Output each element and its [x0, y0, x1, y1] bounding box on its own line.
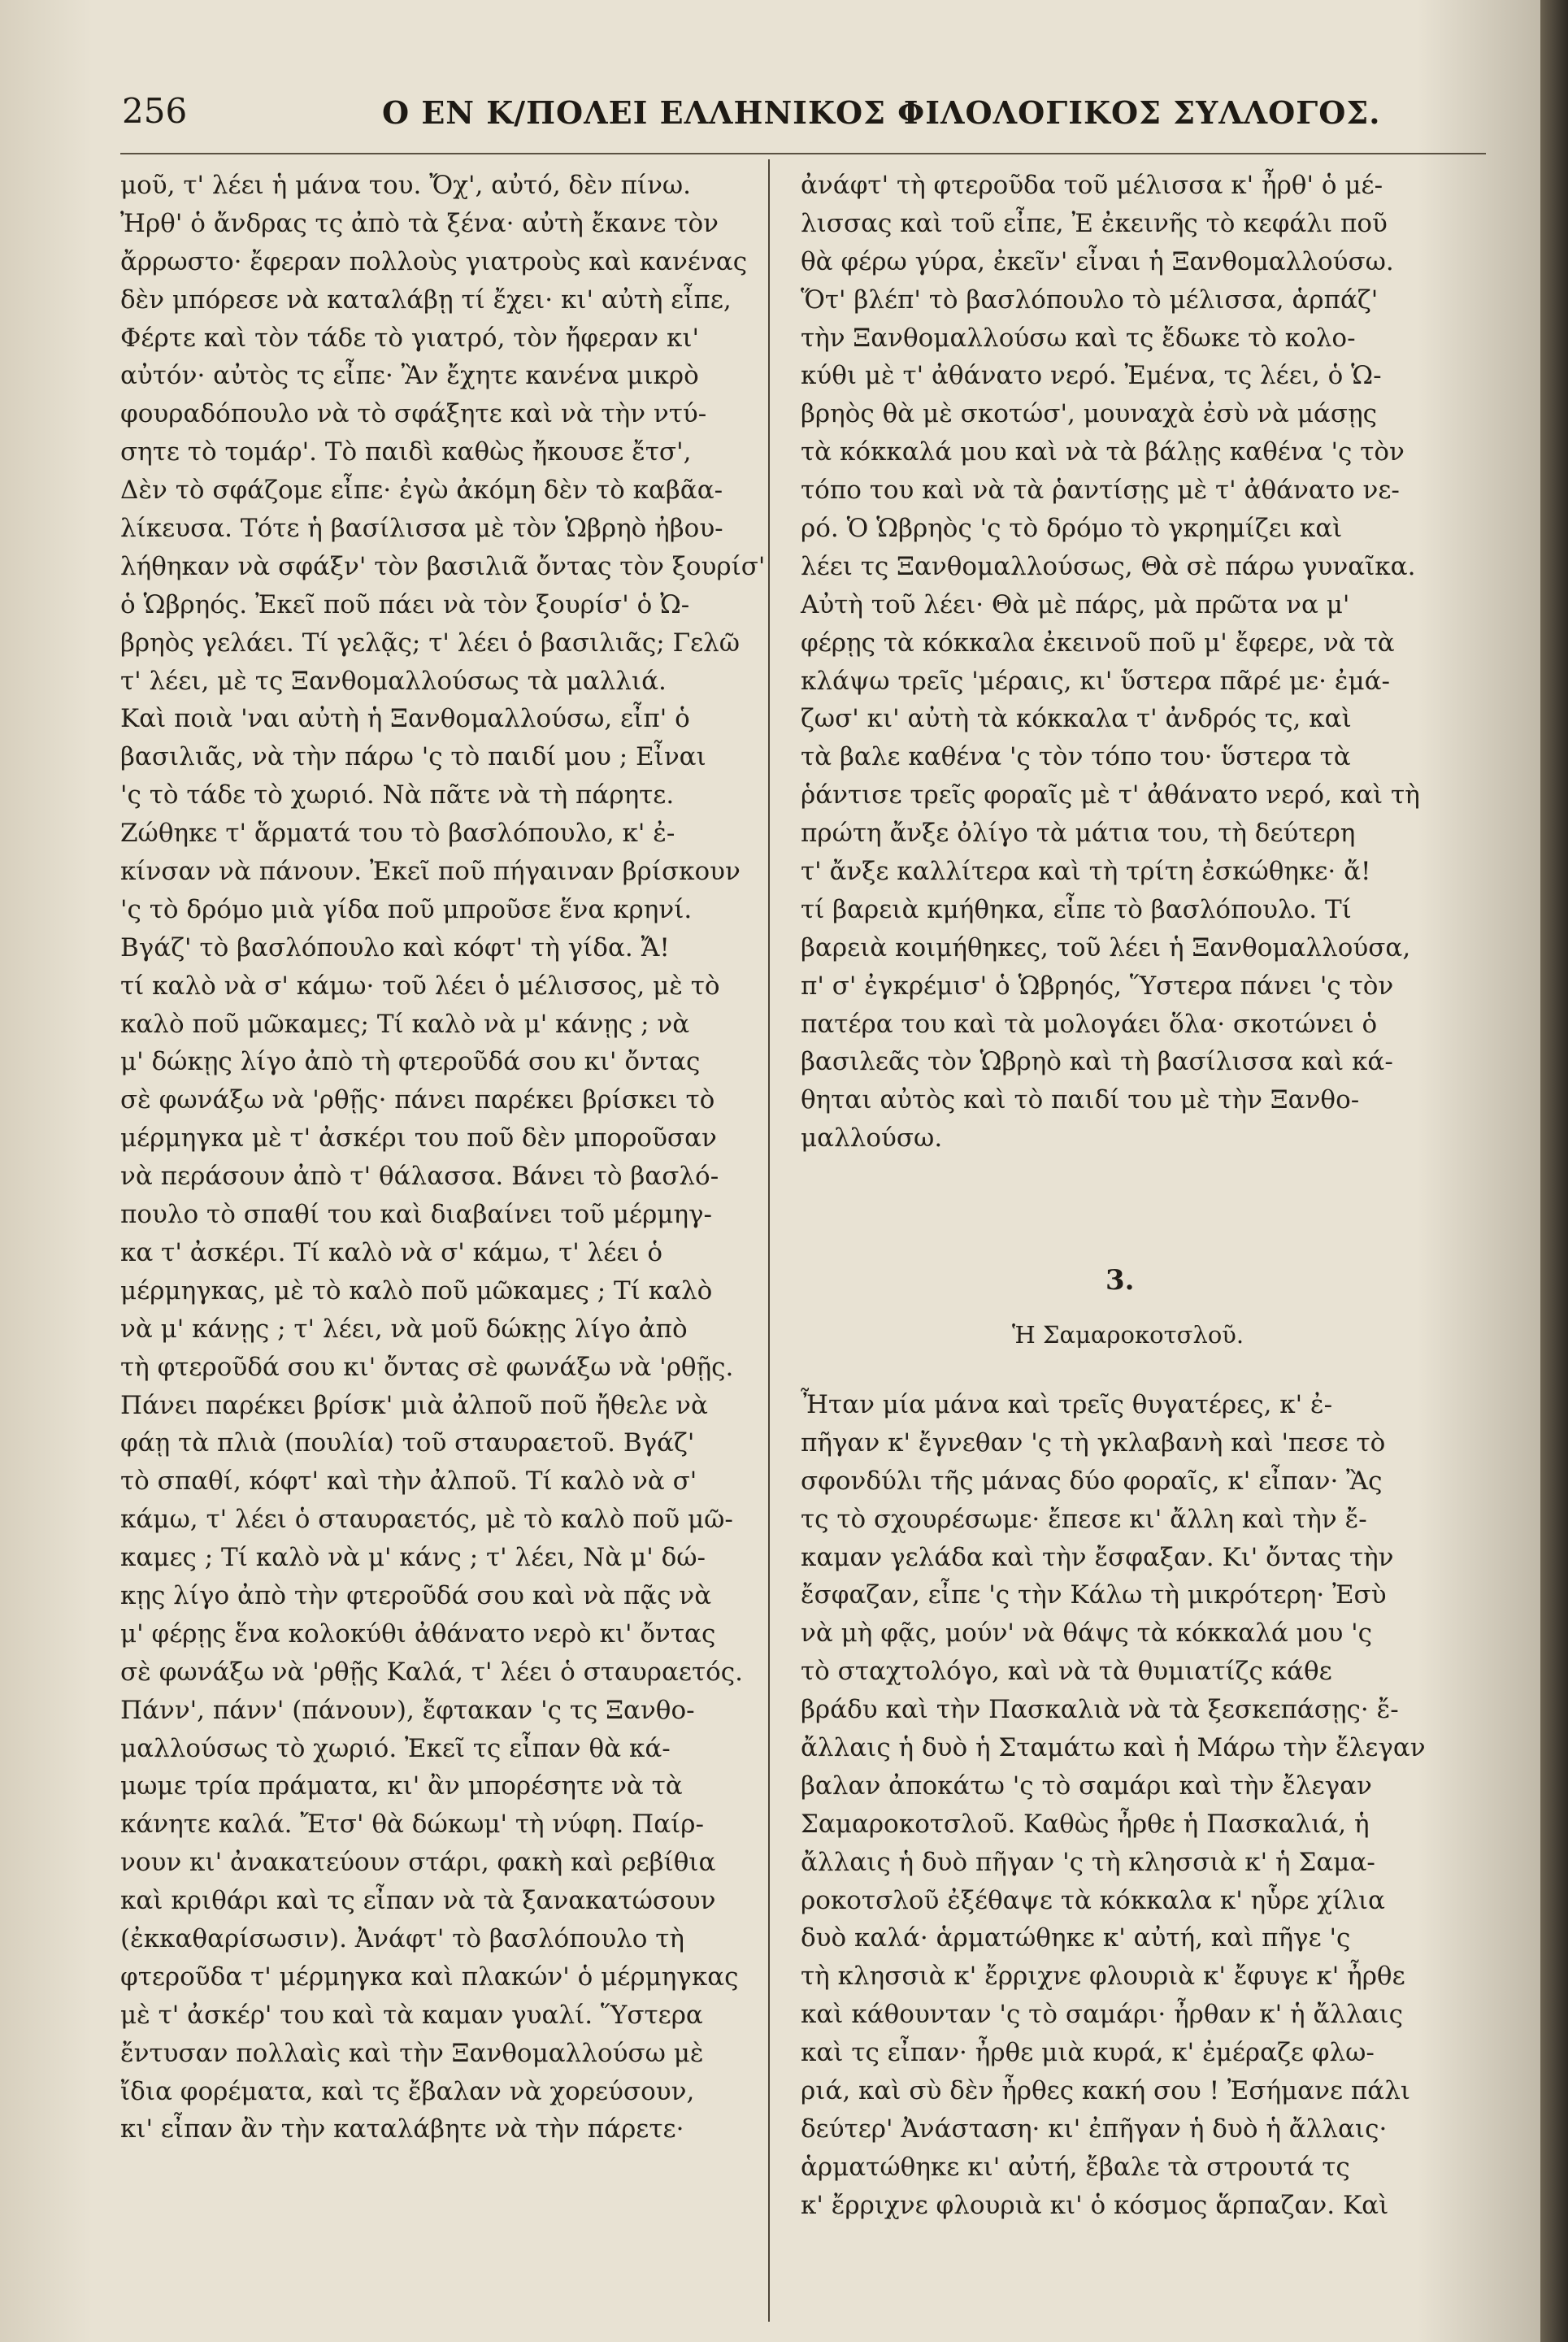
text-line: καὶ κριθάρι καὶ τς εἶπαν νὰ τὰ ξανακατώσουν — [120, 1886, 716, 1916]
text-line: Ὅτ' βλέπ' τὸ βασλόπουλο τὸ μέλισσα, ἁρπάζ' — [801, 285, 1379, 315]
header-rule — [120, 153, 1486, 154]
right-column — [801, 167, 1500, 1158]
text-line: 'ς τὸ δρόμο μιὰ γίδα ποῦ μπροῦσε ἕνα κρηνί. — [120, 894, 693, 924]
text-line: καὶ κάθουνταν 'ς τὸ σαμάρι· ἦρθαν κ' ἡ ἄλλαις — [801, 2000, 1404, 2030]
text-line: αὐτόν· αὐτὸς τς εἶπε· Ἂν ἔχητε κανένα μικρὸ — [120, 361, 699, 391]
text-line: (ἐκκαθαρίσωσιν). Ἀνάφτ' τὸ βασλόπουλο τὴ — [120, 1923, 684, 1953]
text-line: τὸ σπαθί, κόφτ' καὶ τὴν ἀλποῦ. Τί καλὸ νὰ σ' — [120, 1466, 697, 1497]
text-line: μέρμηγκα μὲ τ' ἀσκέρι του ποῦ δὲν μποροῦσαν — [120, 1123, 717, 1154]
text-line: ἄρρωστο· ἔφεραν πολλοὺς γιατροὺς καὶ κανένας — [120, 246, 748, 276]
text-line: π' σ' ἐγκρέμισ' ὁ Ὡβρηός, Ὕστερα πάνει 'ς τὸν — [801, 971, 1394, 1001]
text-line: τὰ κόκκαλά μου καὶ νὰ τὰ βάλῃς καθένα 'ς τὸν — [801, 437, 1405, 467]
left-column — [120, 167, 766, 2149]
text-line: ἔσφαζαν, εἶπε 'ς τὴν Κάλω τὴ μικρότερη· Ἐσὺ — [801, 1580, 1387, 1610]
text-line: σητε τὸ τομάρ'. Τὸ παιδὶ καθὼς ἤκουσε ἔτσ', — [120, 437, 692, 467]
text-line: φάῃ τὰ πλιὰ (πουλία) τοῦ σταυραετοῦ. Βγάζ' — [120, 1428, 695, 1458]
text-line: ἀνάφτ' τὴ φτεροῦδα τοῦ μέλισσα κ' ἦρθ' ὁ μέ- — [801, 171, 1383, 200]
text-line: πατέρα του καὶ τὰ μολογάει ὅλα· σκοτώνει ὁ — [801, 1009, 1378, 1039]
text-line: τὰ βαλε καθένα 'ς τὸν τόπο του· ὕστερα τὰ — [801, 742, 1351, 772]
text-line: μέρμηγκας, μὲ τὸ καλὸ ποῦ μῶκαμες ; Τί καλὸ — [120, 1275, 713, 1306]
text-line: ρό. Ὁ Ὡβρηὸς 'ς τὸ δρόμο τὸ γκρημίζει καὶ — [801, 514, 1343, 544]
text-line: ἄλλαις ἡ δυὸ πῆγαν 'ς τὴ κλησσιὰ κ' ἡ Σαμα- — [801, 1847, 1375, 1877]
text-line: κάμω, τ' λέει ὁ σταυραετός, μὲ τὸ καλὸ ποῦ μῶ- — [120, 1505, 733, 1535]
text-line: σφονδύλι τῆς μάνας δύο φοραῖς, κ' εἶπαν· Ἂς — [801, 1466, 1383, 1496]
text-line: ὁ Ὡβρηός. Ἐκεῖ ποῦ πάει νὰ τὸν ξουρίσ' ὁ Ὠ- — [120, 589, 690, 619]
text-line: δὲν μπόρεσε νὰ καταλάβῃ τί ἔχει· κι' αὐτὴ εἶπε, — [120, 285, 732, 315]
text-line: Αὐτὴ τοῦ λέει· Θὰ μὲ πάρς, μὰ πρῶτα να μ' — [801, 589, 1350, 619]
text-line: μαλλούσω. — [801, 1123, 943, 1154]
text-line: 'ς τὸ τάδε τὸ χωριό. Νὰ πᾶτε νὰ τὴ πάρητε. — [120, 780, 675, 810]
text-line: ροκοτσλοῦ ἐξέθαψε τὰ κόκκαλα κ' ηὗρε χίλια — [801, 1885, 1385, 1915]
text-line: μ' δώκῃς λίγο ἀπὸ τὴ φτεροῦδά σου κι' ὄντας — [120, 1047, 701, 1077]
text-line: κ' ἔρριχνε φλουριὰ κι' ὁ κόσμος ἅρπαζαν. Καὶ — [801, 2190, 1389, 2220]
text-line: Φέρτε καὶ τὸν τάδε τὸ γιατρό, τὸν ἤφεραν κι' — [120, 323, 700, 353]
text-line: φέρῃς τὰ κόκκαλα ἐκεινοῦ ποῦ μ' ἔφερε, νὰ τὰ — [801, 628, 1395, 658]
section-number: 3. — [1105, 1264, 1135, 1297]
page-number: 256 — [122, 91, 188, 131]
text-line: θηται αὐτὸς καὶ τὸ παιδί του μὲ τὴν Ξανθο- — [801, 1085, 1360, 1115]
text-line: μαλλούσως τὸ χωριό. Ἐκεῖ τς εἶπαν θὰ κά- — [120, 1733, 671, 1763]
text-line: βράδυ καὶ τὴν Πασκαλιὰ νὰ τὰ ξεσκεπάσῃς· ἔ- — [801, 1695, 1399, 1725]
text-line: πουλο τὸ σπαθί του καὶ διαβαίνει τοῦ μέρμηγ- — [120, 1200, 713, 1230]
text-line: πρώτη ἄνξε ὀλίγο τὰ μάτια του, τὴ δεύτερη — [801, 819, 1356, 849]
text-line: Βγάζ' τὸ βασλόπουλο καὶ κόφτ' τὴ γίδα. Ἄ! — [120, 932, 670, 962]
text-line: μωμε τρία πράματα, κι' ἂν μπορέσητε νὰ τὰ — [120, 1771, 683, 1801]
text-line: τὴ φτεροῦδά σου κι' ὄντας σὲ φωνάξω νὰ 'ρθῇς. — [120, 1352, 734, 1382]
text-line: νουν κι' ἀνακατεύουν στάρι, φακὴ καὶ ρεβίθια — [120, 1848, 716, 1878]
text-line: βρηὸς γελάει. Τί γελᾷς; τ' λέει ὁ βασιλιᾶς; Γελῶ — [120, 628, 741, 658]
text-line: κῃς λίγο ἀπὸ τὴν φτεροῦδά σου καὶ νὰ πᾷς νὰ — [120, 1580, 712, 1610]
text-line: καμαν γελάδα καὶ τὴν ἔσφαξαν. Κι' ὄντας τὴν — [801, 1542, 1394, 1572]
text-line: τ' ἄνξε καλλίτερα καὶ τὴ τρίτη ἐσκώθηκε· ἄ! — [801, 857, 1371, 887]
text-line: καμες ; Τί καλὸ νὰ μ' κάνς ; τ' λέει, Νὰ μ' δώ- — [120, 1543, 706, 1573]
text-line: σὲ φωνάξω νὰ 'ρθῇς· πάνει παρέκει βρίσκει τὸ — [120, 1085, 715, 1115]
text-line: ζωσ' κι' αὐτὴ τὰ κόκκαλα τ' ἀνδρός τς, καὶ — [801, 704, 1352, 734]
text-line: κα τ' ἀσκέρι. Τί καλὸ νὰ σ' κάμω, τ' λέει ὁ — [120, 1237, 663, 1267]
text-line: ἴδια φορέματα, καὶ τς ἔβαλαν νὰ χορεύσουν, — [120, 2076, 695, 2106]
section-title: Ἡ Σαμαροκοτσλοῦ. — [1012, 1321, 1244, 1349]
text-line: κλάψω τρεῖς 'μέραις, κι' ὕστερα πᾶρέ με· ἐμά- — [801, 666, 1391, 696]
text-line: πῆγαν κ' ἔγνεθαν 'ς τὴ γκλαβανὴ καὶ 'πεσε τὸ — [801, 1427, 1386, 1458]
text-line: δυὸ καλά· ἁρματώθηκε κ' αὐτή, καὶ πῆγε 'ς — [801, 1923, 1351, 1953]
text-line: κι' εἶπαν ἂν τὴν καταλάβητε νὰ τὴν πάρετε· — [120, 2114, 684, 2144]
text-line: σὲ φωνάξω νὰ 'ρθῇς Καλά, τ' λέει ὁ σταυραετός. — [120, 1657, 743, 1687]
text-line: τς τὸ σχουρέσωμε· ἔπεσε κι' ἄλλη καὶ τὴν ἔ- — [801, 1504, 1367, 1534]
text-line: Ζώθηκε τ' ἅρματά του τὸ βασλόπουλο, κ' ἐ- — [120, 819, 675, 849]
column-divider — [768, 159, 770, 2322]
text-line: βασιλιᾶς, νὰ τὴν πάρω 'ς τὸ παιδί μου ; Εἶναι — [120, 742, 706, 772]
book-spine-edge — [1540, 0, 1568, 2342]
text-line: κίνσαν νὰ πάνουν. Ἐκεῖ ποῦ πήγαιναν βρίσκουν — [120, 857, 741, 887]
text-line: φτεροῦδα τ' μέρμηγκα καὶ πλακών' ὁ μέρμηγκας — [120, 1962, 739, 1992]
text-line: μ' φέρῃς ἕνα κολοκύθι ἀθάνατο νερὸ κι' ὄντας — [120, 1619, 716, 1649]
text-line: μοῦ, τ' λέει ἡ μάνα του. Ὄχ', αὐτό, δὲν πίνω. — [120, 171, 692, 200]
text-line: Σαμαροκοτσλοῦ. Καθὼς ἦρθε ἡ Πασκαλιά, ἡ — [801, 1809, 1370, 1839]
running-title: Ο ΕΝ Κ/ΠΟΛΕΙ ΕΛΛΗΝΙΚΟΣ ΦΙΛΟΛΟΓΙΚΟΣ ΣΥΛΛΟΓΟΣ. — [382, 94, 1381, 131]
text-line: τ' λέει, μὲ τς Ξανθομαλλούσως τὰ μαλλιά. — [120, 666, 667, 696]
text-line: βασιλεᾶς τὸν Ὡβρηὸ καὶ τὴ βασίλισσα καὶ κά- — [801, 1047, 1393, 1077]
text-line: Ἠρθ' ὁ ἄνδρας τς ἀπὸ τὰ ξένα· αὐτὴ ἔκανε τὸν — [120, 208, 719, 238]
text-line: τὴν Ξανθομαλλούσω καὶ τς ἔδωκε τὸ κολο- — [801, 323, 1356, 353]
text-line: φουραδόπουλο νὰ τὸ σφάξητε καὶ νὰ τὴν ντύ- — [120, 399, 707, 429]
text-line: Καὶ ποιὰ 'ναι αὐτὴ ἡ Ξανθομαλλούσω, εἶπ' ὁ — [120, 704, 690, 734]
text-line: νὰ μὴ φᾷς, μούν' νὰ θάψς τὰ κόκκαλά μου 'ς — [801, 1619, 1373, 1649]
text-line: βαρειὰ κοιμήθηκες, τοῦ λέει ἡ Ξανθομαλλούσα, — [801, 932, 1411, 962]
text-line: νὰ μ' κάνῃς ; τ' λέει, νὰ μοῦ δώκῃς λίγο ἀπὸ — [120, 1314, 688, 1344]
text-line: Πάνν', πάνν' (πάνουν), ἔφτακαν 'ς τς Ξανθο- — [120, 1695, 695, 1725]
text-line: ῥάντισε τρεῖς φοραῖς μὲ τ' ἀθάνατο νερό, καὶ τὴ — [801, 780, 1420, 810]
text-line: βρηὸς θὰ μὲ σκοτώσ', μουναχὰ ἐσὺ νὰ μάσῃς — [801, 399, 1378, 429]
page-header — [122, 91, 1381, 148]
text-line: Πάνει παρέκει βρίσκ' μιὰ ἀλποῦ ποῦ ἤθελε νὰ — [120, 1390, 708, 1420]
text-line: δεύτερ' Ἀνάσταση· κι' ἐπῆγαν ἡ δυὸ ἡ ἄλλαις· — [801, 2114, 1388, 2144]
text-line: καλὸ ποῦ μῶκαμες; Τί καλὸ νὰ μ' κάνῃς ; νὰ — [120, 1009, 690, 1039]
text-line: λήθηκαν νὰ σφάξν' τὸν βασιλιᾶ ὄντας τὸν ξουρίσ' — [120, 551, 766, 581]
text-line: λισσας καὶ τοῦ εἶπε, Ἐ ἐκεινῆς τὸ κεφάλι ποῦ — [801, 208, 1388, 238]
text-line: θὰ φέρω γύρα, ἐκεῖν' εἶναι ἡ Ξανθομαλλούσω. — [801, 246, 1394, 276]
text-line: Δὲν τὸ σφάζομε εἶπε· ἐγὼ ἀκόμη δὲν τὸ καβᾶα- — [120, 476, 723, 506]
text-line: τί βαρειὰ κμήθηκα, εἶπε τὸ βασλόπουλο. Τί — [801, 894, 1352, 924]
text-line: τὸ σταχτολόγο, καὶ νὰ τὰ θυμιατίζς κάθε — [801, 1657, 1332, 1687]
text-line: νὰ περάσουν ἀπὸ τ' θάλασσα. Βάνει τὸ βασλό- — [120, 1162, 719, 1192]
text-line: καὶ τς εἶπαν· ἦρθε μιὰ κυρά, κ' ἐμέραζε φλω- — [801, 2038, 1375, 2068]
text-line: λίκευσα. Τότε ἡ βασίλισσα μὲ τὸν Ὡβρηὸ ἠβου- — [120, 514, 723, 544]
text-line: ἔντυσαν πολλαὶς καὶ τὴν Ξανθομαλλούσω μὲ — [120, 2038, 704, 2068]
text-line: κύθι μὲ τ' ἀθάνατο νερό. Ἐμένα, τς λέει, ὁ Ὡ- — [801, 361, 1382, 391]
text-line: ριά, καὶ σὺ δὲν ἦρθες κακή σου ! Ἐσήμανε πάλι — [801, 2076, 1411, 2106]
text-line: τόπο του καὶ νὰ τὰ ῥαντίσῃς μὲ τ' ἀθάνατο νε- — [801, 476, 1400, 506]
text-line: μὲ τ' ἀσκέρ' του καὶ τὰ καμαν γυαλί. Ὕστερα — [120, 2000, 703, 2030]
text-line: λέει τς Ξανθομαλλούσως, Θὰ σὲ πάρω γυναῖκα. — [801, 551, 1416, 581]
text-line: ἁρματώθηκε κι' αὐτή, ἔβαλε τὰ στρουτά τς — [801, 2152, 1350, 2182]
text-line: κάνητε καλά. Ἔτσ' θὰ δώκωμ' τὴ νύφη. Παίρ- — [120, 1810, 704, 1840]
text-line: τὴ κλησσιὰ κ' ἔρριχνε φλουριὰ κ' ἔφυγε κ' ἦρθε — [801, 1962, 1405, 1992]
text-line: ἄλλαις ἡ δυὸ ἡ Σταμάτω καὶ ἡ Μάρω τὴν ἔλεγαν — [801, 1733, 1426, 1763]
text-line: τί καλὸ νὰ σ' κάμω· τοῦ λέει ὁ μέλισσος, μὲ τὸ — [120, 971, 720, 1001]
text-line: βαλαν ἀποκάτω 'ς τὸ σαμάρι καὶ τὴν ἔλεγαν — [801, 1771, 1372, 1801]
right-column-continued — [801, 1386, 1500, 2225]
text-line: Ἦταν μία μάνα καὶ τρεῖς θυγατέρες, κ' ἐ- — [801, 1390, 1333, 1419]
